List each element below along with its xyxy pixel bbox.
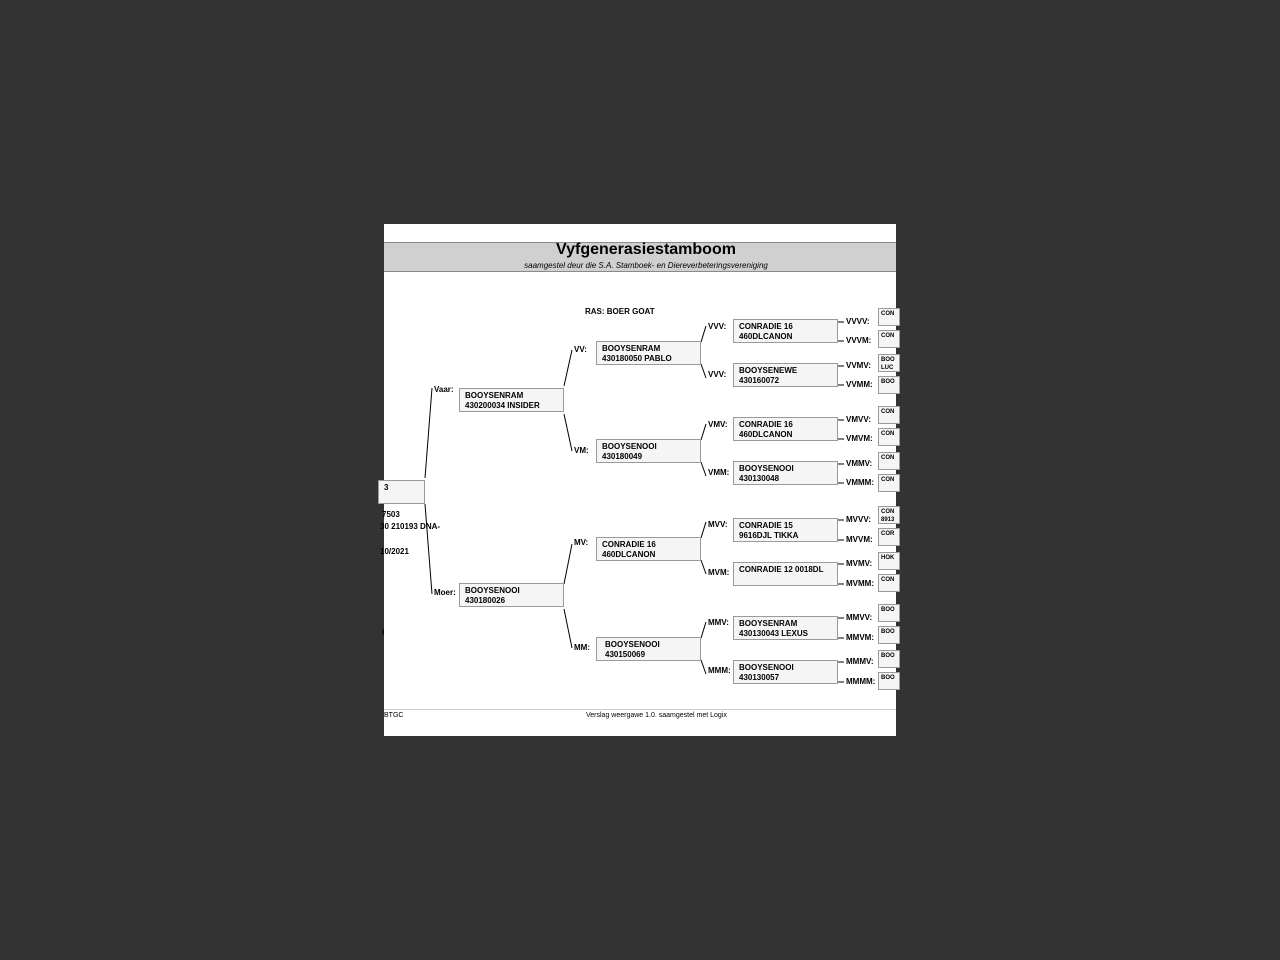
- breed-label: RAS: BOER GOAT: [585, 307, 655, 316]
- gen5-label: MVVM:: [846, 535, 873, 544]
- vvv-number: 460DLCANON: [739, 332, 793, 341]
- mvv-number: 9616DJL TIKKA: [739, 531, 799, 540]
- vm-number: 430180049: [602, 452, 643, 461]
- gen5-label: VMVV:: [846, 415, 871, 424]
- subject-line-1: 7503: [382, 510, 400, 519]
- vmm-box: [733, 461, 838, 485]
- footer-version-text: Verslag weergawe 1.0. saamgestel met Logix: [586, 712, 727, 719]
- gen5-box: BOO: [878, 376, 900, 394]
- mm-label: MM:: [574, 643, 590, 652]
- vmm-name: BOOYSENOOI: [739, 464, 794, 473]
- gen5-label: MVVV:: [846, 515, 871, 524]
- document-viewer: [380, 224, 896, 736]
- vmv-box: [733, 417, 838, 441]
- mv-name: CONRADIE 16: [602, 540, 656, 549]
- gen5-label: MVMM:: [846, 579, 874, 588]
- mvv-box: [733, 518, 838, 542]
- vvv-name: CONRADIE 16: [739, 322, 793, 331]
- gen5-box: BOO LUC: [878, 354, 900, 372]
- sire-box: [459, 388, 564, 412]
- subject-box: [378, 480, 425, 504]
- gen5-box: CON: [878, 308, 900, 326]
- mmm-name: BOOYSENOOI: [739, 663, 794, 672]
- subject-line-3: 10/2021: [380, 547, 409, 556]
- gen5-label: VVVV:: [846, 317, 870, 326]
- gen5-label: VMMV:: [846, 459, 873, 468]
- gen5-box: BOO: [878, 626, 900, 644]
- mv-label: MV:: [574, 538, 589, 547]
- mv-box: [596, 537, 701, 561]
- gen5-box: BOO: [878, 650, 900, 668]
- mv-number: 460DLCANON: [602, 550, 656, 559]
- gen5-box: CON: [878, 452, 900, 470]
- vvm-name: BOOYSENEWE: [739, 366, 798, 375]
- mvv-label: MVV:: [708, 520, 728, 529]
- mvv-name: CONRADIE 15: [739, 521, 793, 530]
- vmm-label: VMM:: [708, 468, 730, 477]
- vm-label: VM:: [574, 446, 589, 455]
- mmm-box: [733, 660, 838, 684]
- mm-number: 430150069: [605, 650, 646, 659]
- gen5-label: MMMV:: [846, 657, 874, 666]
- vm-box: [596, 439, 701, 463]
- gen5-box: CON: [878, 474, 900, 492]
- footer-divider: [384, 709, 896, 710]
- gen5-box: CON: [878, 574, 900, 592]
- gen5-label: MMMM:: [846, 677, 876, 686]
- vm-name: BOOYSENOOI: [602, 442, 657, 451]
- mm-name: BOOYSENOOI: [605, 640, 660, 649]
- mmv-label: MMV:: [708, 618, 729, 627]
- vvm-label: VVV:: [708, 370, 727, 379]
- gen5-label: VVMM:: [846, 380, 873, 389]
- vvm-number: 430160072: [739, 376, 780, 385]
- document-title: Vyfgenerasiestamboom: [556, 241, 736, 258]
- gen5-box: HOK: [878, 552, 900, 570]
- mmv-number: 430130043 LEXUS: [739, 629, 808, 638]
- vmv-label: VMV:: [708, 420, 728, 429]
- mm-box: [596, 637, 701, 661]
- mmv-name: BOOYSENRAM: [739, 619, 798, 628]
- document-subtitle: saamgestel deur die S.A. Stamboek- en Diereverbeteringsvereniging: [524, 261, 768, 270]
- gen5-label: VMVM:: [846, 434, 873, 443]
- gen5-box: CON: [878, 406, 900, 424]
- subject-line-4: l: [382, 628, 385, 637]
- dam-label: Moer:: [434, 588, 456, 597]
- sire-number: 430200034 INSIDER: [465, 401, 540, 410]
- vv-number: 430180050 PABLO: [602, 354, 672, 363]
- vvv-label: VVV:: [708, 322, 727, 331]
- gen5-box: CON: [878, 330, 900, 348]
- gen5-box: CON: [878, 428, 900, 446]
- vvm-box: [733, 363, 838, 387]
- gen5-label: MMVV:: [846, 613, 873, 622]
- mvm-name: CONRADIE 12 0018DL: [739, 565, 824, 574]
- vv-box: [596, 341, 701, 365]
- gen5-box: BOO: [878, 604, 900, 622]
- gen5-box: COR: [878, 528, 900, 546]
- mmm-number: 430130057: [739, 673, 780, 682]
- subject-line-2: 30 210193 DNA-: [380, 522, 441, 531]
- sire-label: Vaar:: [434, 385, 454, 394]
- gen5-box: BOO: [878, 672, 900, 690]
- dam-name: BOOYSENOOI: [465, 586, 520, 595]
- vmm-number: 430130048: [739, 474, 780, 483]
- vv-name: BOOYSENRAM: [602, 344, 661, 353]
- gen5-box: CON 8913: [878, 506, 900, 524]
- gen5-label: VVVM:: [846, 336, 872, 345]
- gen5-label: VMMM:: [846, 478, 874, 487]
- mmv-box: [733, 616, 838, 640]
- vvv-box: [733, 319, 838, 343]
- mvm-box: [733, 562, 838, 586]
- gen5-label: MVMV:: [846, 559, 873, 568]
- subject-name-fragment: 3: [384, 483, 389, 492]
- sire-name: BOOYSENRAM: [465, 391, 524, 400]
- mvm-label: MVM:: [708, 568, 730, 577]
- footer-left-text: BTGC: [384, 712, 404, 719]
- mmm-label: MMM:: [708, 666, 731, 675]
- vmv-name: CONRADIE 16: [739, 420, 793, 429]
- gen5-label: MMVM:: [846, 633, 874, 642]
- vmv-number: 460DLCANON: [739, 430, 793, 439]
- vv-label: VV:: [574, 345, 587, 354]
- dam-number: 430180026: [465, 596, 506, 605]
- gen5-label: VVMV:: [846, 361, 871, 370]
- dam-box: [459, 583, 564, 607]
